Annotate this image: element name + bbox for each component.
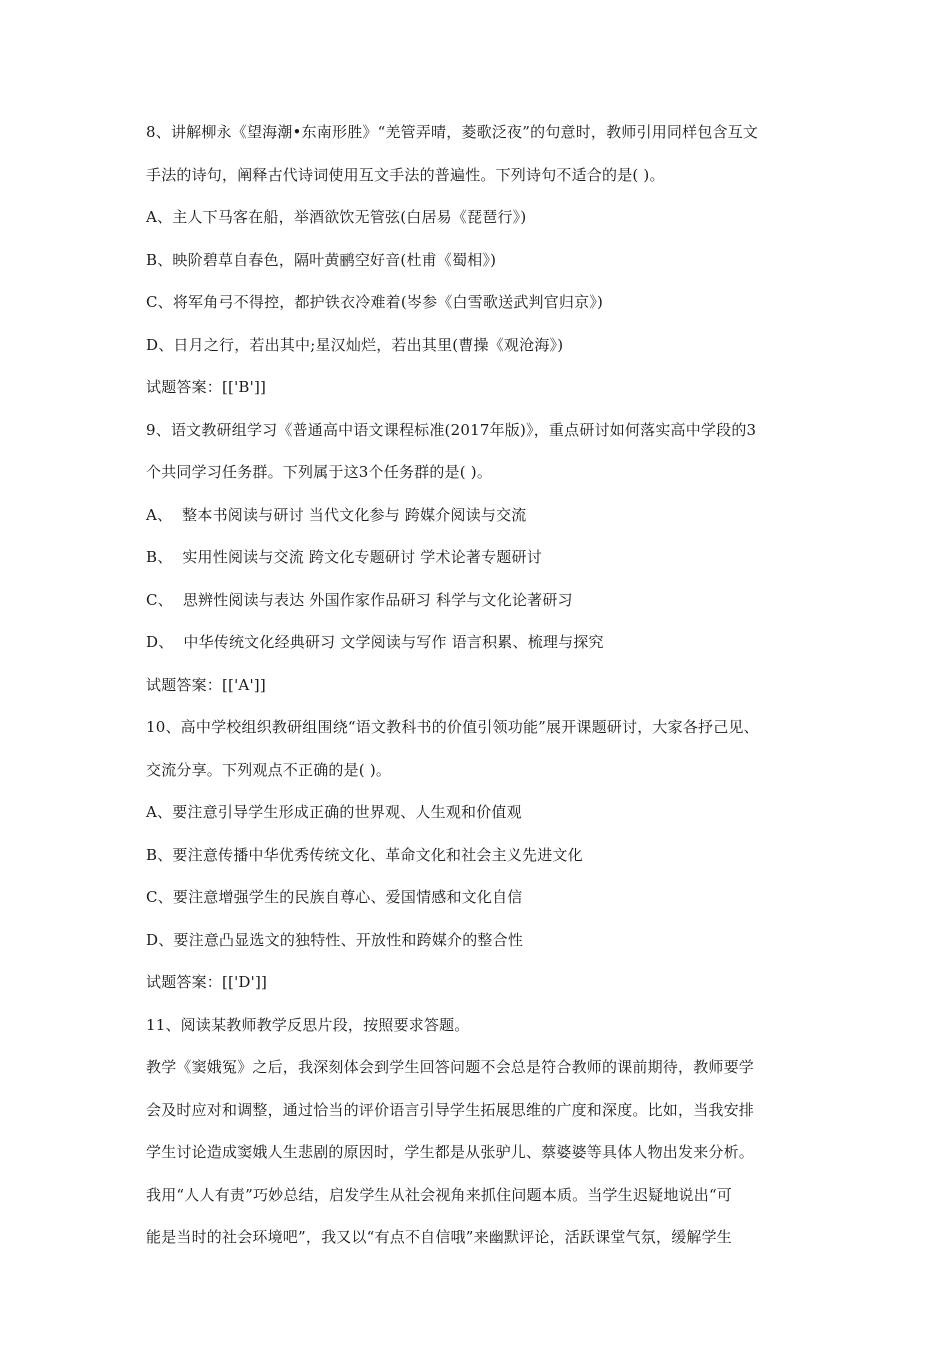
question-10 — [146, 706, 822, 1004]
question-10-option-a: A、要注意引导学生形成正确的世界观、人生观和价值观 — [146, 803, 522, 821]
question-9-option-b: B、 实用性阅读与交流 跨文化专题研讨 学术论著专题研讨 — [146, 548, 542, 566]
question-8-option-b: B、映阶碧草自春色，隔叶黄鹂空好音(杜甫《蜀相》) — [146, 250, 497, 269]
question-9 — [146, 409, 822, 707]
question-9-stem-line-2: 个共同学习任务群。下列属于这3个任务群的是( )。 — [146, 463, 493, 481]
question-9-stem-line-1: 9、语文教研组学习《普通高中语文课程标准(2017年版)》，重点研讨如何落实高中学段的3 — [146, 420, 757, 439]
question-10-option-d: D、要注意凸显选文的独特性、开放性和跨媒介的整合性 — [146, 930, 524, 949]
question-11-passage-line-3: 学生讨论造成窦娥人生悲剧的原因时，学生都是从张驴儿、蔡婆婆等具体人物出发来分析。 — [146, 1143, 755, 1161]
question-11-passage-line-5: 能是当时的社会环境吧”，我又以“有点不自信哦”来幽默评论，活跃课堂气氛，缓解学生 — [146, 1228, 733, 1246]
question-8-option-c: C、将军角弓不得控，都护铁衣冷难着(岑参《白雪歌送武判官归京》) — [146, 293, 604, 311]
question-9-option-c: C、 思辨性阅读与表达 外国作家作品研习 科学与文化论著研习 — [146, 590, 573, 609]
question-10-option-b: B、要注意传播中华优秀传统文化、革命文化和社会主义先进文化 — [146, 845, 583, 864]
question-9-answer: 试题答案：[['A']] — [146, 675, 266, 694]
question-11 — [146, 1004, 822, 1259]
question-8 — [146, 111, 822, 409]
question-11-passage-line-2: 会及时应对和调整，通过恰当的评价语言引导学生拓展思维的广度和深度。比如，当我安排 — [146, 1100, 755, 1119]
question-8-option-d: D、日月之行，若出其中;星汉灿烂，若出其里(曹操《观沧海》) — [146, 335, 564, 354]
question-9-option-d: D、 中华传统文化经典研习 文学阅读与写作 语言积累、梳理与探究 — [146, 633, 604, 651]
question-8-option-a: A、主人下马客在船，举酒欲饮无管弦(白居易《琵琶行》) — [146, 208, 527, 226]
question-11-passage-line-1: 教学《窦娥冤》之后，我深刻体会到学生回答问题不会总是符合教师的课前期待，教师要学 — [146, 1058, 755, 1076]
question-10-answer: 试题答案：[['D']] — [146, 973, 268, 991]
question-11-title: 11、阅读某教师教学反思片段，按照要求答题。 — [146, 1015, 470, 1034]
question-8-answer: 试题答案：[['B']] — [146, 378, 267, 396]
question-11-passage-line-4: 我用“人人有责”巧妙总结，启发学生从社会视角来抓住问题本质。当学生迟疑地说出“可 — [146, 1185, 733, 1204]
question-10-option-c: C、要注意增强学生的民族自尊心、爱国情感和文化自信 — [146, 888, 523, 906]
question-10-stem-line-2: 交流分享。下列观点不正确的是( )。 — [146, 760, 392, 779]
question-8-stem-line-1: 8、讲解柳永《望海潮•东南形胜》“羌管弄晴，菱歌泛夜”的句意时，教师引用同样包含互文 — [146, 123, 759, 141]
question-9-option-a: A、 整本书阅读与研讨 当代文化参与 跨媒介阅读与交流 — [146, 505, 527, 524]
document-page — [146, 111, 822, 1259]
question-10-stem-line-1: 10、高中学校组织教研组围绕“语文教科书的价值引领功能”展开课题研讨，大家各抒己见、 — [146, 718, 759, 736]
question-8-stem-line-2: 手法的诗句，阐释古代诗词使用互文手法的普遍性。下列诗句不适合的是( )。 — [146, 165, 665, 184]
